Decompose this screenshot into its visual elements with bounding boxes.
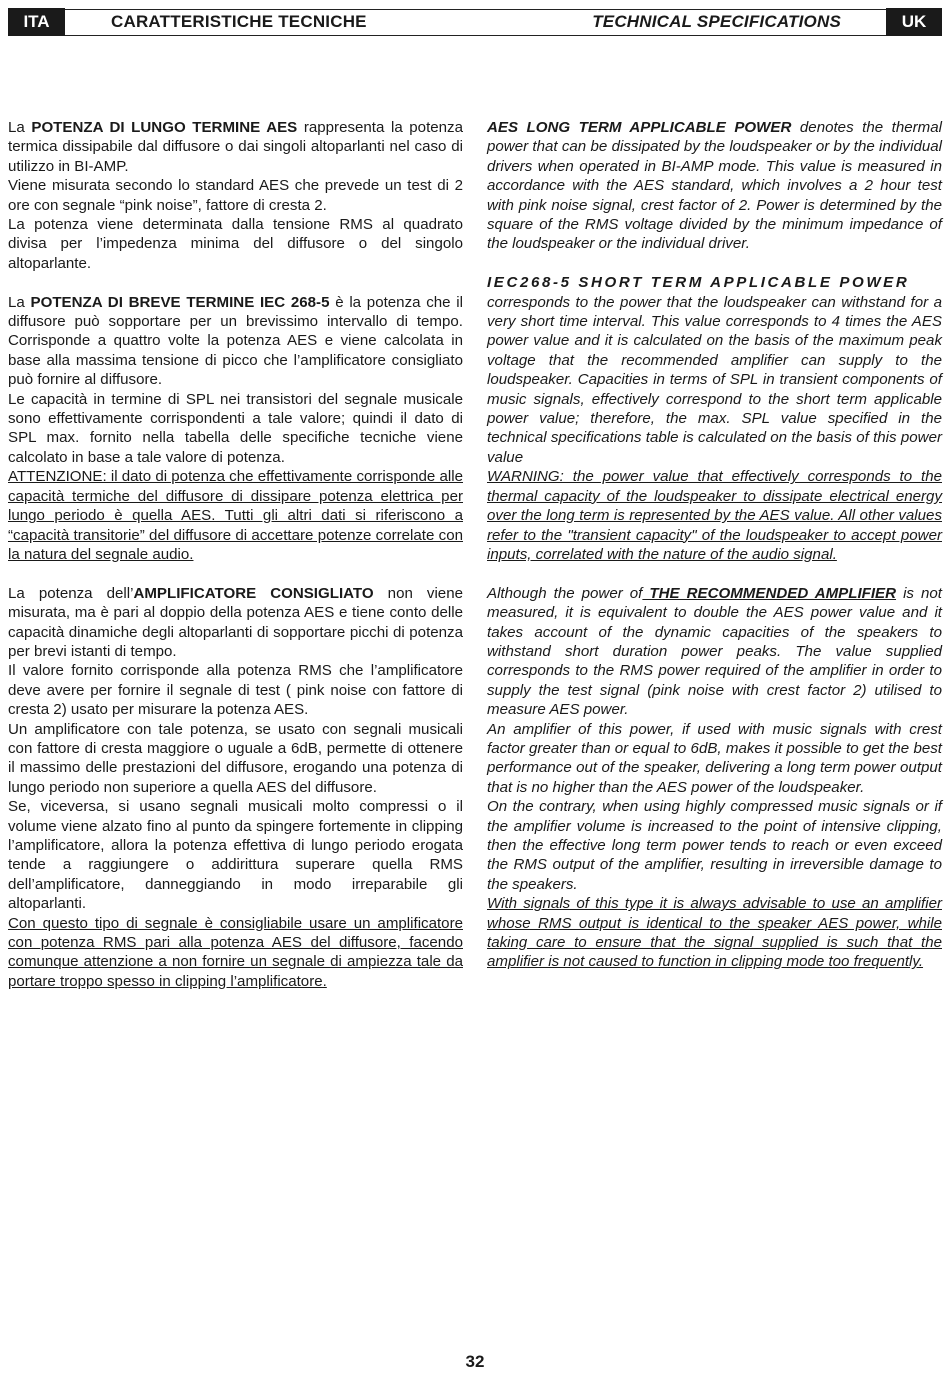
page-header [8,8,942,36]
ita-aes-text: rappresenta la potenza termica dissipabile dal diffusore o dai singoli altoparlanti nel caso di utilizzo in BI-AMP. [8,119,463,175]
uk-iec-text: corresponds to the power that the loudspeaker can withstand for a very short time interval. This value corresponds to 4 times the AES power value and it is calculated on the basis of the maximum peak voltage that the recommended amplifier can supply to the loudspeaker. Capacities in terms of SPL in transient components of music signals, effectively correspond to the short term applicable power value; therefore, the max. SPL value specified in the technical specifications table is calculated on the basis of this power value [487,293,942,466]
ita-iec-paragraph [8,293,463,390]
ita-amp-term: AMPLIFICATORE CONSIGLIATO [133,584,374,602]
uk-amp-warning: With signals of this type it is always advisable to use an amplifier whose RMS output is identical to the speaker AES power, while taking care to ensure that the signal supplied is such that the amplifier is not caused to function in clipping mode too frequently. [487,895,942,971]
lang-badge-ita: ITA [8,8,65,36]
uk-amp-text: is not measured, it is equivalent to double the AES power value and it takes account of the dynamic capacities of the speakers to withstand short duration power peaks. The value supplied corresponds to the RMS power required of the amplifier in order to supply the test signal (pink noise with crest factor 2) utilised to measure AES power. [487,584,942,719]
ita-amp-clipping: Se, viceversa, si usano segnali musicali molto compressi o il volume viene alzato fino al punto da spingere fortemente in clipping l’amplificatore, allora la potenza effettiva di lungo periodo erogata tende a raggiungere o addirittura superare quella RMS dell’amplificatore, danneggiando in modo irreparabile gli altoparlanti. [8,798,463,913]
lang-badge-uk: UK [886,8,942,36]
ita-iec-term: POTENZA DI BREVE TERMINE IEC 268-5 [30,293,330,311]
page-number: 32 [465,1352,485,1371]
ita-aes-paragraph [8,118,463,176]
uk-amp-lead: Although the power of [487,584,643,602]
uk-iec-heading [487,273,942,292]
header-title-uk: TECHNICAL SPECIFICATIONS [592,12,841,31]
italian-column [8,118,463,991]
uk-amp-clipping: On the contrary, when using highly compressed music signals or if the amplifier volume is increased to the point of intensive clipping, then the effective long term power tends to reach or even exceed the RMS output of the amplifier, resulting in irreversible damage to the speakers. [487,798,942,893]
ita-aes-term: POTENZA DI LUNGO TERMINE AES [31,119,298,136]
uk-amp-term: THE RECOMMENDED AMPLIFIER [642,584,897,602]
ita-amp-warning: Con questo tipo di segnale è consigliabile usare un amplificatore con potenza RMS pari alla potenza AES del diffusore, facendo comunque attenzione a non fornire un segnale di ampiezza tale da portare troppo spesso in clipping l’amplificatore. [8,914,463,990]
ita-iec-warning: ATTENZIONE: il dato di potenza che effettivamente corrisponde alle capacità termiche del diffusore di dissipare potenza elettrica per lungo periodo è quella AES. Tutti gli altri dati si riferiscono a “capacità transitorie” del diffusore di accettare potenze correlate con la natura del segnale audio. [8,468,463,563]
header-title-ita: CARATTERISTICHE TECNICHE [111,12,367,31]
ita-amp-usage: Un amplificatore con tale potenza, se usato con segnali musicali con fattore di cresta maggiore o uguale a 6dB, permette di ottenere il massimo delle prestazioni del diffusore, erogando una potenza di lungo periodo non superiore a quella AES del diffusore. [8,720,463,796]
uk-iec-term: IEC268-5 SHORT TERM APPLICABLE POWER [487,274,910,292]
ita-amp-lead: La potenza dell’ [8,584,134,602]
ita-amp-paragraph [8,584,463,662]
ita-aes-determination: La potenza viene determinata dalla tensione RMS al quadrato divisa per l’impedenza minima del diffusore o del singolo altoparlante. [8,216,463,272]
ita-iec-text: è la potenza che il diffusore può sopportare per un brevissimo intervallo di tempo. Corrisponde a quattro volte la potenza AES e viene calcolata in base alla massima tensione di picco che l’amplificatore consigliato può fornire al diffusore. [8,293,463,389]
english-column [487,118,942,972]
uk-iec-warning: WARNING: the power value that effectively corresponds to the thermal capacity of the loudspeaker to dissipate electrical energy over the long term is represented by the AES value. All other values refer to the "transient capacity" of the loudspeaker to accept power inputs, correlated with the nature of the audio signal. [487,468,942,563]
ita-aes-lead: La [8,119,32,136]
uk-amp-paragraph [487,584,942,720]
ita-iec-lead: La [8,293,31,311]
ita-aes-measure: Viene misurata secondo lo standard AES che prevede un test di 2 ore con segnale “pink noise”, fattore di cresta 2. [8,177,463,214]
uk-amp-usage: An amplifier of this power, if used with music signals with crest factor greater than or equal to 6dB, makes it possible to get the best performance out of the speaker, delivering a long term power output that is no higher than the AES power of the loudspeaker. [487,720,942,796]
ita-amp-text: non viene misurata, ma è pari al doppio della potenza AES e tiene conto delle capacità dinamiche degli altoparlanti di sopportare picchi di potenza per brevi istanti di tempo. [8,584,463,660]
uk-aes-text: denotes the thermal power that can be dissipated by the loudspeaker or by the individual drivers when operated in BI-AMP mode. This value is measured in accordance with the AES standard, which involves a 2 hour test with pink noise signal, crest factor of 2. Power is determined by the square of the RMS voltage divided by the minimum impedance of the loudspeaker or the individual driver. [487,119,942,253]
ita-iec-spl: Le capacità in termine di SPL nei transistori del segnale musicale sono effettivamente corrispondenti a tale valore; quindi il dato di SPL max. fornito nella tabella delle specifiche tecniche viene calcolato in base a tale valore di potenza. [8,390,463,466]
ita-amp-value: Il valore fornito corrisponde alla potenza RMS che l’amplificatore deve avere per fornire il segnale di test ( pink noise con fattore di cresta 2) usato per misurare la potenza AES. [8,662,463,719]
uk-aes-term: AES LONG TERM APPLICABLE POWER [487,119,792,136]
uk-aes-paragraph [487,118,942,254]
